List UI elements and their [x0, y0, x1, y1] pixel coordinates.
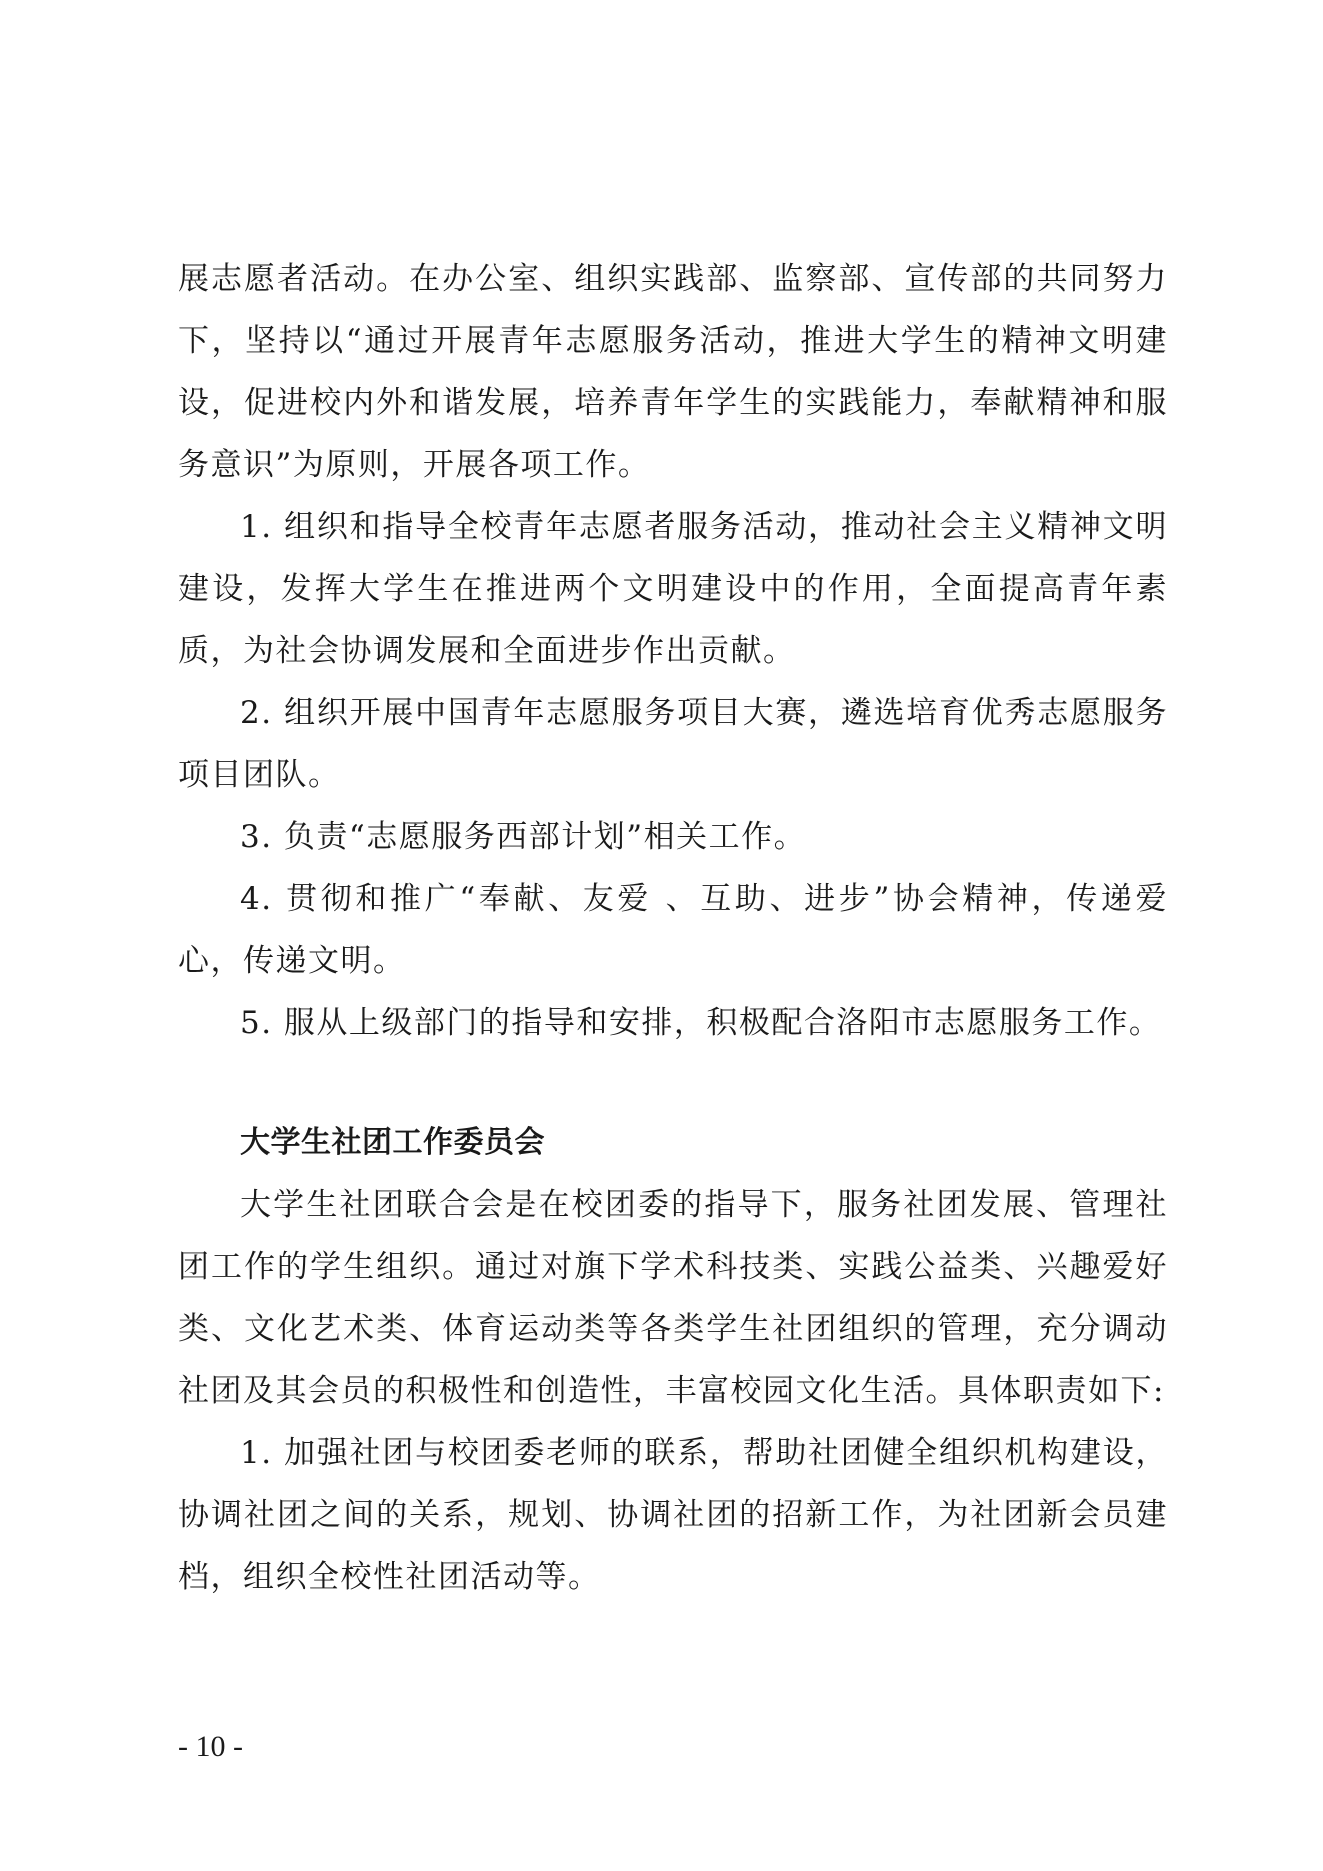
volunteer-duty-5: 5. 服从上级部门的指导和安排，积极配合洛阳市志愿服务工作。 [240, 1005, 1162, 1041]
volunteer-duty-3: 3. 负责“志愿服务西部计划”相关工作。 [240, 819, 807, 855]
page-number: - 10 - [178, 1730, 243, 1763]
volunteer-duty-2: 2. 组织开展中国青年志愿服务项目大赛，遴选培育优秀志愿服务项目团队。 [178, 695, 1168, 793]
volunteer-duty-1: 1. 组织和指导全校青年志愿者服务活动，推动社会主义精神文明建设，发挥大学生在推进两个文明建设中的作用，全面提高青年素质，为社会协调发展和全面进步作出贡献。 [178, 509, 1168, 669]
volunteer-duty-4: 4. 贯彻和推广“奉献、友爱 、互助、进步”协会精神，传递爱心，传递文明。 [178, 881, 1168, 979]
intro-paragraph: 展志愿者活动。在办公室、组织实践部、监察部、宣传部的共同努力下，坚持以“通过开展青年志愿服务活动，推进大学生的精神文明建设，促进校内外和谐发展，培养青年学生的实践能力，奉献精神和服务意识”为原则，开展各项工作。 [178, 261, 1168, 483]
document-body [178, 248, 1168, 1608]
section-intro: 大学生社团联合会是在校团委的指导下，服务社团发展、管理社团工作的学生组织。通过对旗下学术科技类、实践公益类、兴趣爱好类、文化艺术类、体育运动类等各类学生社团组织的管理，充分调动社团及其会员的积极性和创造性，丰富校园文化生活。具体职责如下: [178, 1187, 1168, 1409]
section-title: 大学生社团工作委员会 [240, 1125, 545, 1160]
club-duty-1: 1. 加强社团与校团委老师的联系，帮助社团健全组织机构建设，协调社团之间的关系，规划、协调社团的招新工作，为社团新会员建档，组织全校性社团活动等。 [178, 1435, 1168, 1595]
